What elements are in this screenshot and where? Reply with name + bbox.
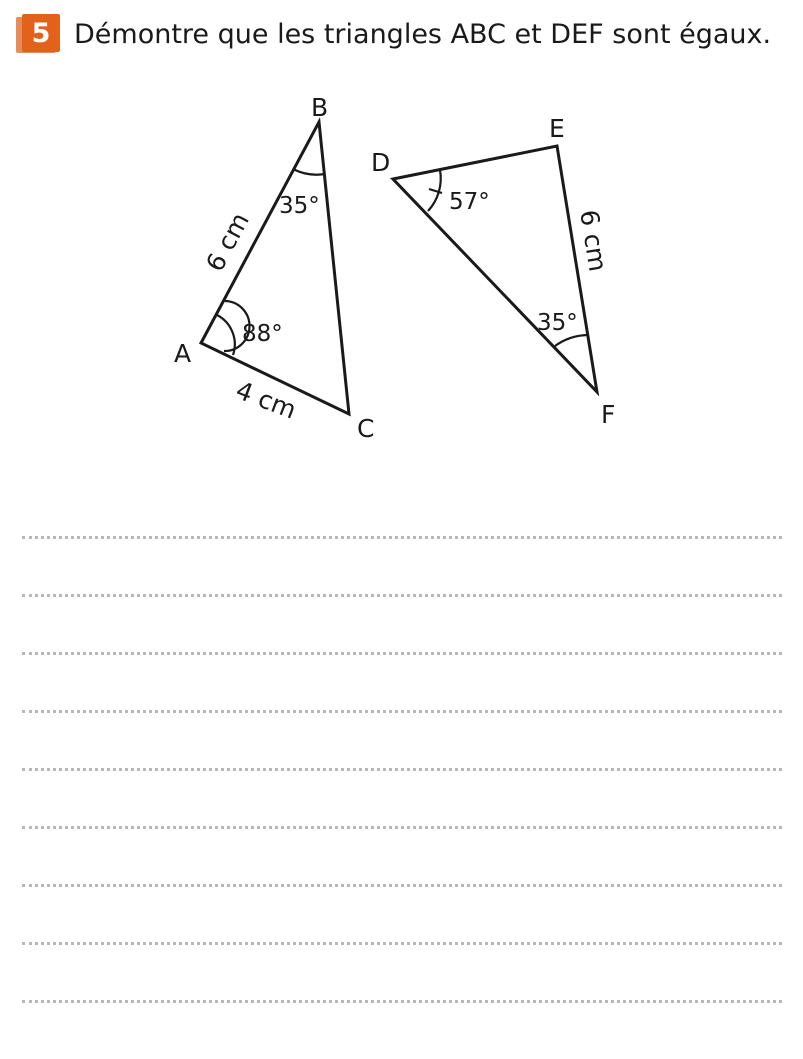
triangles-figure xyxy=(0,0,803,480)
angle-a-value: 88° xyxy=(242,321,283,347)
answer-line[interactable] xyxy=(22,942,782,945)
answer-lines xyxy=(22,536,782,1058)
vertex-b-label: B xyxy=(311,93,329,122)
answer-line[interactable] xyxy=(22,1000,782,1003)
answer-line[interactable] xyxy=(22,710,782,713)
triangle-def xyxy=(371,114,615,429)
triangle-abc xyxy=(174,93,374,443)
exercise-instruction: Démontre que les triangles ABC et DEF sont égaux. xyxy=(74,18,772,50)
side-ac-length: 4 cm xyxy=(231,375,301,425)
answer-line[interactable] xyxy=(22,768,782,771)
vertex-f-label: F xyxy=(601,400,616,429)
answer-line[interactable] xyxy=(22,826,782,829)
angle-f-value: 35° xyxy=(537,310,578,336)
answer-line[interactable] xyxy=(22,884,782,887)
vertex-a-label: A xyxy=(174,339,192,368)
angle-b-arc xyxy=(293,169,325,175)
answer-line[interactable] xyxy=(22,536,782,539)
vertex-c-label: C xyxy=(357,414,375,443)
exercise-number: 5 xyxy=(22,14,60,52)
side-ab-length: 6 cm xyxy=(200,207,255,277)
vertex-d-label: D xyxy=(371,148,391,177)
angle-d-value: 57° xyxy=(449,189,490,215)
side-ef-length: 6 cm xyxy=(574,207,613,274)
vertex-e-label: E xyxy=(549,114,565,143)
answer-line[interactable] xyxy=(22,652,782,655)
triangle-def-outline xyxy=(393,146,597,392)
angle-f-arc xyxy=(555,335,588,346)
angle-b-value: 35° xyxy=(279,193,320,219)
answer-line[interactable] xyxy=(22,594,782,597)
